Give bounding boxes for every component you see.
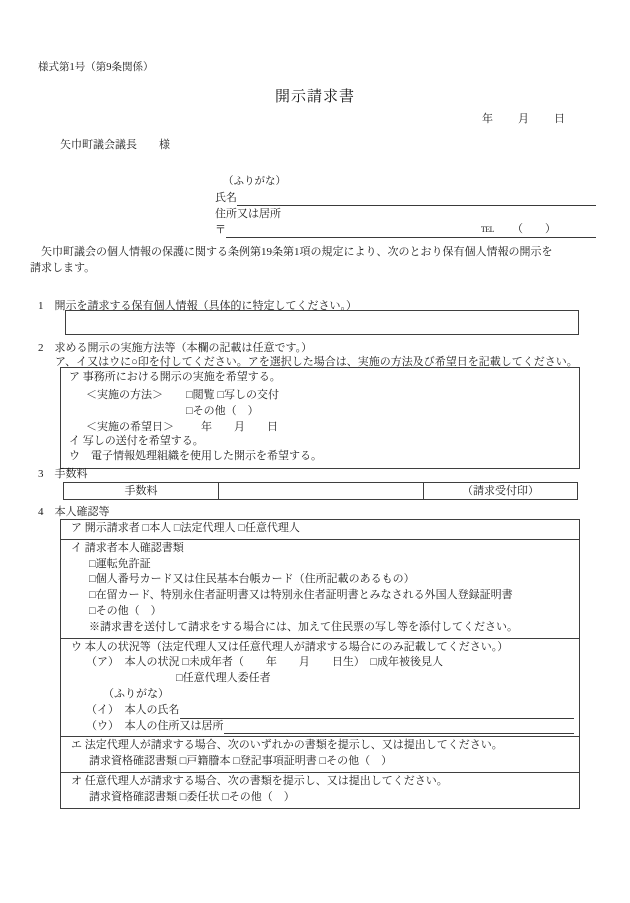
legal-rep-doc-options: 請求資格確認書類 □戸籍謄本 □登記事項証明書 □その他（ ） bbox=[89, 755, 393, 768]
intro-line-2: 請求します。 bbox=[30, 261, 96, 274]
applicant-block bbox=[215, 174, 596, 238]
option-c-electronic-disclosure: ウ 電子情報処理組織を使用した開示を希望する。 bbox=[69, 450, 322, 462]
principal-furigana-label: （ふりがな） bbox=[103, 687, 169, 700]
name-field-row bbox=[215, 190, 596, 206]
row-legal-rep-documents bbox=[61, 736, 579, 772]
method-other-option: □その他（ ） bbox=[186, 404, 259, 417]
desired-date-value: 年 月 日 bbox=[201, 420, 278, 433]
addressee-line: 矢巾町議会議長 様 bbox=[60, 139, 170, 151]
principal-name-label: （イ） 本人の氏名 bbox=[86, 703, 180, 716]
identity-doc-mynumber-card: □個人番号カード又は住民基本台帳カード（住所記載のあるもの） bbox=[89, 573, 415, 586]
disclosure-method-box bbox=[60, 367, 580, 469]
fee-value-cell bbox=[219, 483, 424, 499]
principal-status-options: （ア） 本人の状況 □未成年者（ 年 月 日生） □成年被後見人 bbox=[86, 656, 444, 669]
method-label-spacer bbox=[86, 402, 186, 418]
identity-documents-note: ※請求書を送付して請求をする場合には、加えて住民票の写し等を添付してください。 bbox=[89, 620, 518, 633]
principal-address-row bbox=[61, 719, 574, 735]
intro-paragraph bbox=[30, 245, 602, 276]
postal-tel-row bbox=[215, 222, 596, 238]
principal-address-underline bbox=[224, 719, 575, 735]
section4-heading: 4 本人確認等 bbox=[38, 506, 110, 518]
section2-heading: 2 求める開示の実施方法等（本欄の記載は任意です。） bbox=[38, 342, 313, 354]
row-principal-status bbox=[61, 638, 579, 737]
voluntary-rep-doc-options: 請求資格確認書類 □委任状 □その他（ ） bbox=[89, 790, 295, 803]
postal-underline bbox=[226, 222, 596, 238]
voluntary-rep-title: オ 任意代理人が請求する場合、次の書類を提示し、又は提出してください。 bbox=[71, 774, 448, 787]
requester-type-options: ア 開示請求者 □本人 □法定代理人 □任意代理人 bbox=[71, 522, 300, 534]
identity-verification-table bbox=[60, 519, 580, 809]
intro-line-1: 矢巾町議会の個人情報の保護に関する条例第19条第1項の規定により、次のとおり保有個人情報の開示を bbox=[30, 246, 553, 258]
address-field-label: 住所又は居所 bbox=[215, 208, 281, 220]
fee-label-cell: 手数料 bbox=[64, 483, 219, 499]
principal-name-underline bbox=[180, 703, 575, 719]
requested-information-box bbox=[65, 310, 579, 335]
identity-doc-residence-card: □在留カード、特別永住者証明書又は特別永住者証明書とみなされる外国人登録証明書 bbox=[89, 589, 513, 602]
legal-rep-title: エ 法定代理人が請求する場合、次のいずれかの書類を提示し、又は提出してください。 bbox=[71, 739, 503, 752]
page-title: 開示請求書 bbox=[274, 89, 355, 105]
fee-table bbox=[63, 482, 578, 500]
principal-status-voluntary-delegate: □任意代理人委任者 bbox=[176, 672, 271, 685]
desired-date-row bbox=[61, 418, 579, 434]
section2-note: ア、イ又はウに○印を付してください。アを選択した場合は、実施の方法及び希望日を記載してください。 bbox=[55, 356, 578, 368]
name-underline bbox=[237, 190, 596, 206]
principal-name-row bbox=[61, 703, 574, 719]
option-a-office-disclosure: ア 事務所における開示の実施を希望する。 bbox=[69, 371, 281, 383]
furigana-label: （ふりがな） bbox=[223, 176, 286, 187]
date-line: 年 月 日 bbox=[482, 113, 566, 125]
principal-address-label: （ウ） 本人の住所又は居所 bbox=[86, 719, 224, 732]
section1-heading: 1 開示を請求する保有個人情報（具体的に特定してください。） bbox=[38, 300, 357, 312]
method-checkbox-options: □閲覧 □写しの交付 bbox=[186, 388, 280, 401]
desired-date-label: ＜実施の希望日＞ bbox=[86, 420, 174, 433]
identity-doc-drivers-license: □運転免許証 bbox=[89, 557, 151, 570]
principal-status-title: ウ 本人の状況等（法定代理人又は任意代理人が請求する場合にのみ記載してください。） bbox=[71, 640, 509, 653]
form-number: 様式第1号（第9条関係） bbox=[38, 62, 154, 73]
postal-mark: 〒 bbox=[215, 224, 226, 236]
tel-label: TEL bbox=[480, 225, 494, 234]
row-identity-documents bbox=[61, 539, 579, 638]
row-voluntary-rep-documents bbox=[61, 772, 579, 808]
method-row bbox=[61, 386, 579, 402]
name-field-label: 氏名 bbox=[215, 192, 237, 204]
section3-heading: 3 手数料 bbox=[38, 468, 88, 480]
tel-parens: （ ） bbox=[512, 223, 556, 235]
method-other-row bbox=[61, 402, 579, 418]
method-label: ＜実施の方法＞ bbox=[86, 388, 163, 401]
row-requester-type bbox=[61, 520, 579, 539]
identity-documents-title: イ 請求者本人確認書類 bbox=[71, 541, 184, 554]
receipt-stamp-cell: （請求受付印） bbox=[462, 485, 539, 497]
identity-doc-other: □その他（ ） bbox=[89, 604, 162, 617]
option-b-copy-mailing: イ 写しの送付を希望する。 bbox=[69, 434, 204, 447]
